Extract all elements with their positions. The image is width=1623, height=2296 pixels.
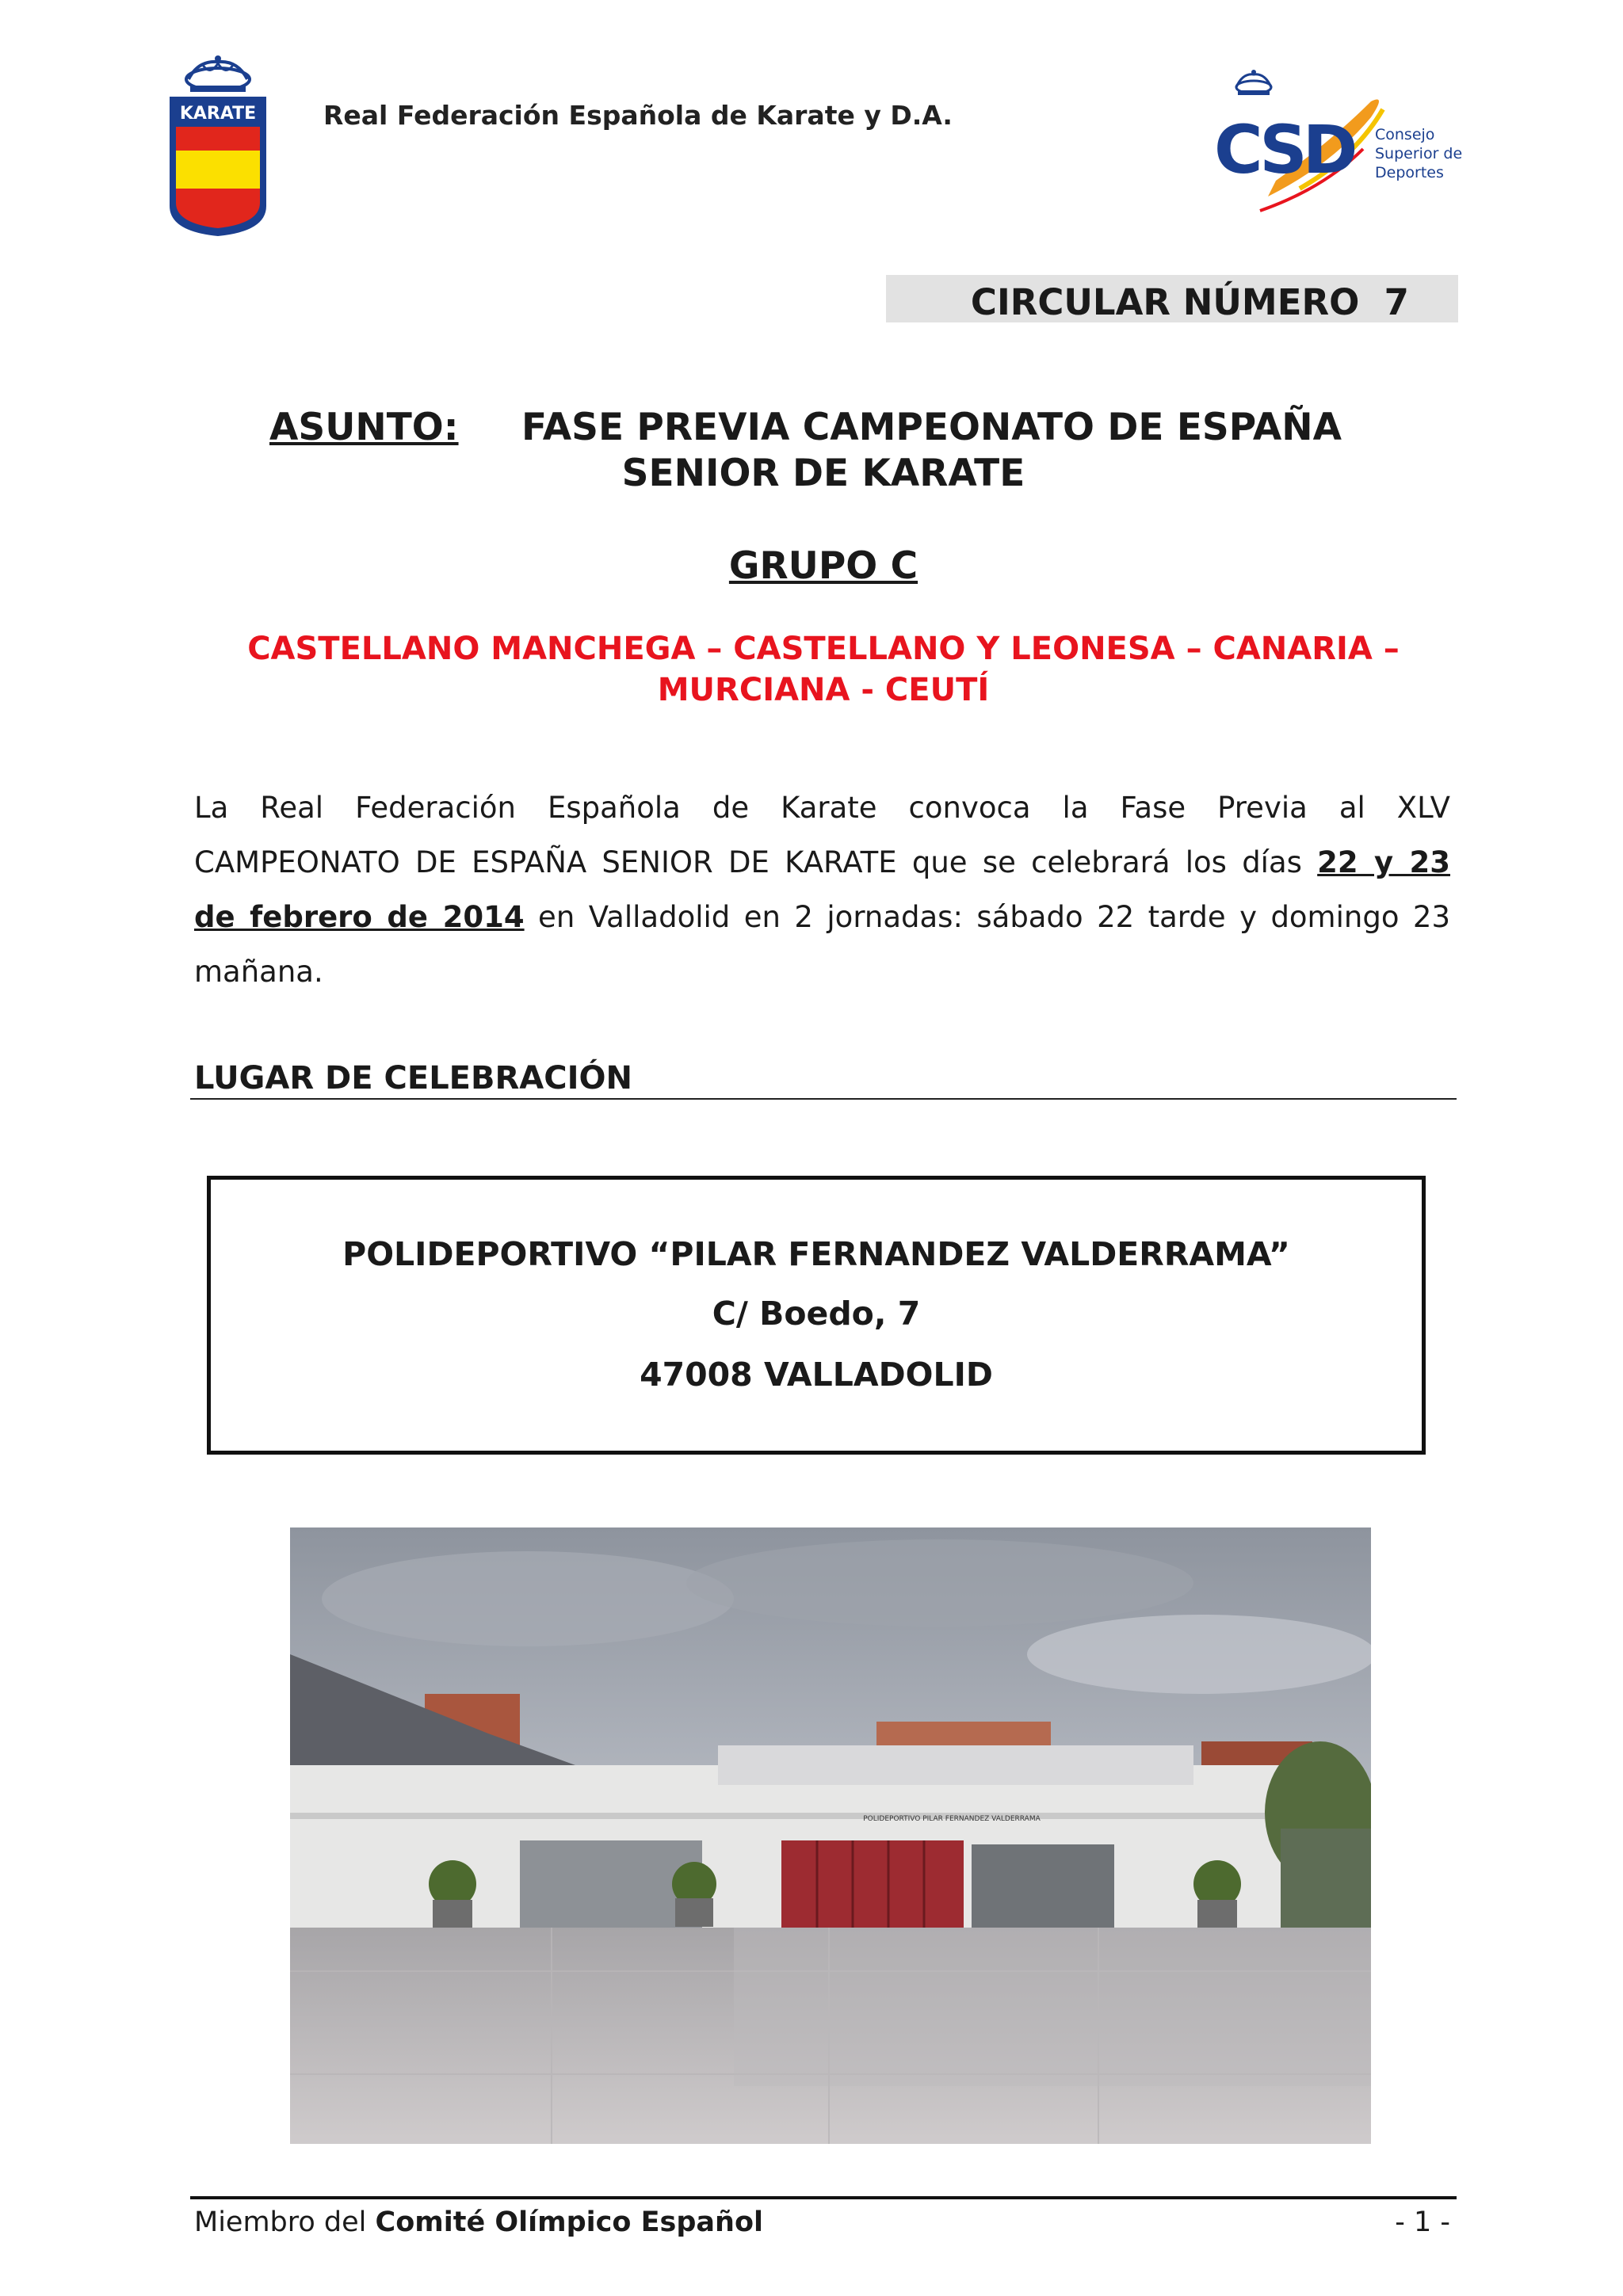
circular-banner [886,275,1458,322]
venue-street: C/ Boedo, 7 [712,1295,921,1333]
planter [672,1862,716,1927]
venue-section-title: LUGAR DE CELEBRACIÓN [194,1060,632,1097]
planter [1193,1860,1241,1928]
event-date-days: 22 y 23 [1317,845,1450,879]
crown-icon [1236,70,1271,95]
subject-label: ASUNTO: [269,406,459,449]
footer-divider [190,2196,1457,2199]
karate-logo-text: KARATE [179,104,257,124]
subject-title-line-1: FASE PREVIA CAMPEONATO DE ESPAÑA [521,406,1342,449]
paragraph-line-3-text: en Valladolid en 2 jornadas: sábado 22 tarde y domingo 23 [524,900,1451,934]
csd-name-line-3: Deportes [1375,164,1444,181]
csd-name-line-2: Superior de [1375,145,1463,162]
paragraph-line-1: La Real Federación Española de Karate convoca la Fase Previa al XLV [194,791,1450,825]
subject-title-line-2: SENIOR DE KARATE [621,452,1025,495]
footer-committee: Comité Olímpico Español [375,2206,764,2238]
venue-city: 47008 VALLADOLID [640,1356,993,1394]
paragraph-line-2-text: CAMPEONATO DE ESPAÑA SENIOR DE KARATE que se celebrará los días [194,845,1302,879]
regions-line-2: MURCIANA - CEUTÍ [657,672,990,708]
paragraph-line-4: mañana. [194,955,323,989]
organization-name: Real Federación Española de Karate y D.A. [323,100,953,131]
group-title: GRUPO C [728,544,918,588]
karate-federation-logo [166,55,269,238]
planter [429,1860,476,1928]
csd-logo [1212,70,1474,224]
venue-photo [290,1527,1371,2144]
venue-box [207,1176,1426,1455]
regions-line-1: CASTELLANO MANCHEGA – CASTELLANO Y LEONESA – CANARIA – [247,631,1400,667]
section-divider [190,1098,1457,1100]
paragraph-line-3 [194,890,1450,944]
venue-name: POLIDEPORTIVO “PILAR FERNANDEZ VALDERRAMA” [342,1235,1290,1273]
footer-membership [194,2206,763,2238]
building-sign: POLIDEPORTIVO PILAR FERNANDEZ VALDERRAMA [863,1815,1041,1823]
crown-icon [186,55,250,92]
csd-name-line-1: Consejo [1375,126,1435,143]
paragraph-line-2 [194,835,1450,890]
csd-logo-text: CSD [1214,111,1354,189]
page-number: - 1 - [1395,2206,1450,2238]
event-date-month: de febrero de 2014 [194,900,525,934]
footer-prefix: Miembro del [194,2206,376,2238]
circular-number: CIRCULAR NÚMERO 7 [970,281,1409,323]
